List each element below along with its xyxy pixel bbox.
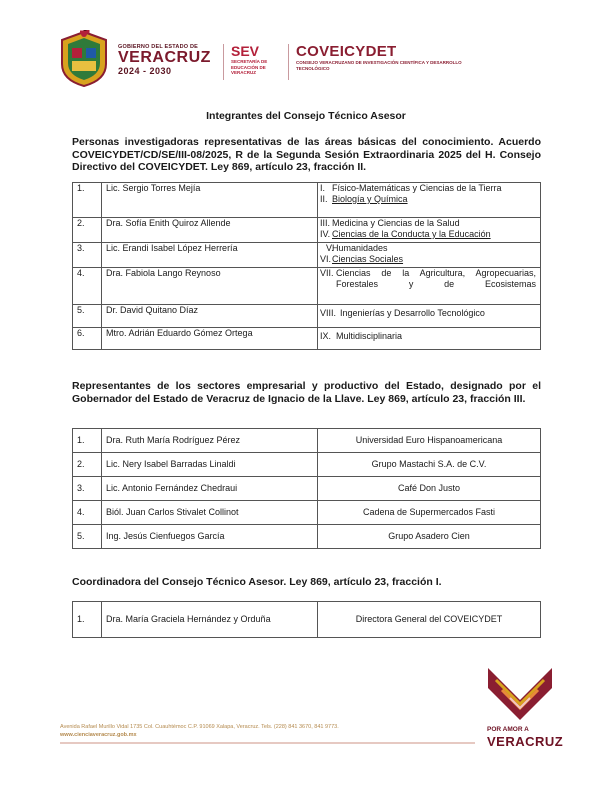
area-numeral: I. (320, 183, 326, 193)
knowledge-areas (318, 305, 541, 328)
coveicydet-brand (296, 44, 496, 71)
gov-line2: VERACRUZ (118, 49, 211, 66)
area-numeral: IV. (320, 229, 331, 239)
coordinator-table (72, 601, 541, 638)
knowledge-areas (318, 328, 541, 350)
row-number: 4. (73, 501, 102, 525)
gov-line3: 2024 - 2030 (118, 66, 172, 76)
table-row (73, 501, 541, 525)
organization: Grupo Asadero Cien (318, 525, 541, 549)
row-number: 1. (73, 429, 102, 453)
coveicydet-title: COVEICYDET (296, 43, 397, 60)
organization: Cadena de Supermercados Fasti (318, 501, 541, 525)
row-number: 1. (73, 602, 102, 638)
member-name: Lic. Sergio Torres Mejía (102, 183, 318, 218)
member-name: Lic. Antonio Fernández Chedraui (102, 477, 318, 501)
logo-wordmark: VERACRUZ (487, 734, 564, 749)
logo-tagline: POR AMOR A (487, 726, 529, 733)
area-name: Biología y Química (332, 194, 408, 204)
table-row (73, 328, 541, 350)
area-numeral: V. (326, 243, 334, 253)
sev-title: SEV (231, 43, 260, 59)
knowledge-areas (318, 183, 541, 218)
table-row (73, 218, 541, 243)
area-name: Ingenierías y Desarrollo Tecnológico (340, 308, 485, 318)
researchers-table (72, 182, 541, 350)
row-number: 3. (73, 243, 102, 268)
row-number: 2. (73, 218, 102, 243)
row-number: 1. (73, 183, 102, 218)
veracruz-coat-of-arms-icon (58, 30, 110, 88)
page-title: Integrantes del Consejo Técnico Asesor (206, 110, 406, 122)
member-name: Lic. Nery Isabel Barradas Linaldi (102, 453, 318, 477)
state-government-brand (118, 44, 228, 76)
table-row (73, 525, 541, 549)
header-divider (288, 44, 289, 80)
area-name: Multidisciplinaria (336, 331, 403, 341)
footer-website: www.cienciaveracruz.gob.mx (60, 732, 137, 738)
member-name: Lic. Erandi Isabel López Herrería (102, 243, 318, 268)
business-sector-table (72, 428, 541, 549)
section2-heading: Representantes de los sectores empresarial y productivo del Estado, designado por el Gobernador del Estado de Veracruz de Ignacio de la Llave. Ley 869, artículo 23, fracción III. (72, 380, 541, 405)
footer-divider (60, 742, 475, 744)
gov-line1: GOBIERNO DEL ESTADO DE (118, 44, 198, 50)
table-row (73, 429, 541, 453)
member-name: Dra. Fabiola Lango Reynoso (102, 268, 318, 305)
row-number: 6. (73, 328, 102, 350)
area-name: Medicina y Ciencias de la Salud (332, 218, 460, 228)
member-name: Dra. Ruth María Rodríguez Pérez (102, 429, 318, 453)
organization: Café Don Justo (318, 477, 541, 501)
header-divider (223, 44, 224, 80)
member-name: Dra. Sofía Enith Quiroz Allende (102, 218, 318, 243)
table-row (73, 453, 541, 477)
row-number: 5. (73, 525, 102, 549)
knowledge-areas (318, 243, 541, 268)
letterhead (58, 30, 558, 90)
footer-address: Avenida Rafael Murillo Vidal 1735 Col. Cuauhtémoc C.P. 91069 Xalapa, Veracruz. Tels. (228) 841 3670, 841 9773. (60, 724, 339, 730)
row-number: 4. (73, 268, 102, 305)
organization: Grupo Mastachi S.A. de C.V. (318, 453, 541, 477)
area-name: Humanidades (332, 243, 388, 253)
area-name: Ciencias Sociales (332, 254, 404, 264)
row-number: 3. (73, 477, 102, 501)
section1-heading: Personas investigadoras representativas de las áreas básicas del conocimiento. Acuerdo COVEICYDET/CD/SE/III-08/2025, R de la Segunda Sesión Extraordinaria 2025 del H. Consejo Directivo del COVEICYDET. Ley 869, artículo 23, fracción II. (72, 136, 541, 173)
sev-brand (231, 44, 286, 76)
section3-heading: Coordinadora del Consejo Técnico Asesor. Ley 869, artículo 23, fracción I. (72, 576, 442, 588)
knowledge-areas (318, 268, 541, 305)
row-number: 2. (73, 453, 102, 477)
area-numeral: III. (320, 218, 331, 228)
table-row (73, 305, 541, 328)
area-name: Físico-Matemáticas y Ciencias de la Tierra (332, 183, 502, 193)
coveicydet-subtitle: CONSEJO VERACRUZANO DE INVESTIGACIÓN CIENTÍFICA Y DESARROLLO TECNOLÓGICO (296, 60, 462, 71)
area-numeral: VI. (320, 254, 332, 264)
area-numeral: VII. (320, 268, 334, 278)
table-row (73, 268, 541, 305)
sev-subtitle: SECRETARÍA DE EDUCACIÓN DE VERACRUZ (231, 59, 268, 75)
area-numeral: VIII. (320, 308, 337, 318)
member-name: Dr. David Quitano Díaz (102, 305, 318, 328)
member-name: Dra. María Graciela Hernández y Orduña (102, 602, 318, 638)
area-name: Ciencias de la Agricultura, Agropecuarias, Forestales y de Ecosistemas (336, 268, 536, 289)
area-numeral: IX. (320, 331, 332, 341)
organization: Universidad Euro Hispanoamericana (318, 429, 541, 453)
member-name: Biól. Juan Carlos Stivalet Collinot (102, 501, 318, 525)
member-name: Ing. Jesús Cienfuegos García (102, 525, 318, 549)
table-row (73, 602, 541, 638)
area-name: Ciencias de la Conducta y la Educación (332, 229, 491, 239)
area-numeral: II. (320, 194, 328, 204)
knowledge-areas (318, 218, 541, 243)
organization: Directora General del COVEICYDET (318, 602, 541, 638)
table-row (73, 477, 541, 501)
table-row (73, 243, 541, 268)
member-name: Mtro. Adrián Eduardo Gómez Ortega (102, 328, 318, 350)
row-number: 5. (73, 305, 102, 328)
table-row (73, 183, 541, 218)
